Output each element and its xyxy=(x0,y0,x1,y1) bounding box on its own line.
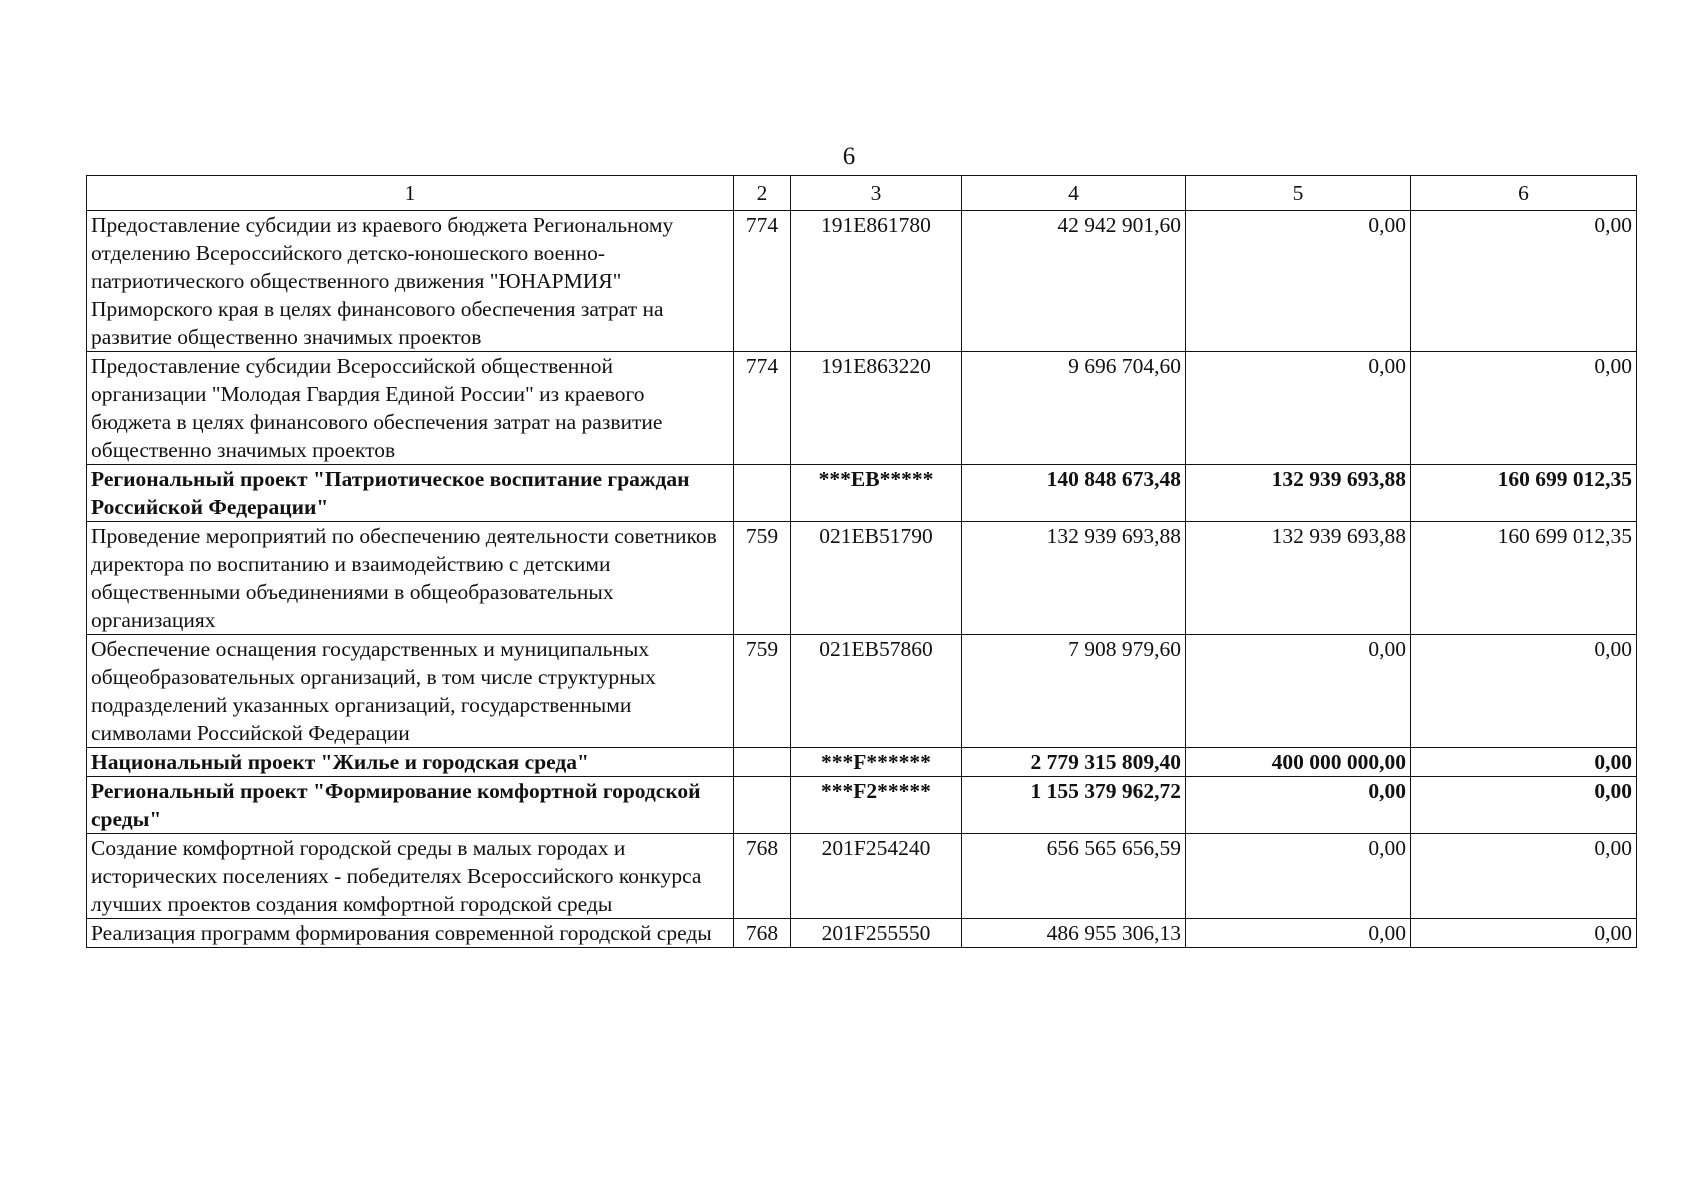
row-code xyxy=(734,748,791,777)
row-code: 759 xyxy=(734,522,791,635)
header-col-4: 4 xyxy=(962,176,1186,211)
row-name: Реализация программ формирования современной городской среды xyxy=(87,919,734,948)
row-value-4: 7 908 979,60 xyxy=(962,635,1186,748)
row-name: Региональный проект "Патриотическое воспитание граждан Российской Федерации" xyxy=(87,465,734,522)
row-code xyxy=(734,465,791,522)
header-col-5: 5 xyxy=(1186,176,1411,211)
row-value-6: 0,00 xyxy=(1411,635,1637,748)
row-value-6: 0,00 xyxy=(1411,748,1637,777)
row-code: 759 xyxy=(734,635,791,748)
row-csr: 191E861780 xyxy=(791,211,962,352)
row-value-4: 656 565 656,59 xyxy=(962,834,1186,919)
row-value-4: 140 848 673,48 xyxy=(962,465,1186,522)
row-name: Предоставление субсидии из краевого бюджета Региональному отделению Всероссийского детско-юношеского военно-патриотического общественного движения "ЮНАРМИЯ" Приморского края в целях финансового обеспечения затрат на развитие общественно значимых проектов xyxy=(87,211,734,352)
header-col-1: 1 xyxy=(87,176,734,211)
row-value-6: 160 699 012,35 xyxy=(1411,522,1637,635)
row-value-5: 400 000 000,00 xyxy=(1186,748,1411,777)
header-col-6: 6 xyxy=(1411,176,1637,211)
row-csr: ***EB***** xyxy=(791,465,962,522)
row-code xyxy=(734,777,791,834)
budget-table xyxy=(86,175,1637,948)
row-value-5: 0,00 xyxy=(1186,919,1411,948)
table-row-project xyxy=(87,465,1637,522)
row-code: 768 xyxy=(734,919,791,948)
table-row-project xyxy=(87,748,1637,777)
row-value-5: 0,00 xyxy=(1186,211,1411,352)
table-row xyxy=(87,635,1637,748)
row-value-6: 0,00 xyxy=(1411,834,1637,919)
row-value-5: 0,00 xyxy=(1186,635,1411,748)
table-row xyxy=(87,211,1637,352)
table-row xyxy=(87,834,1637,919)
row-value-6: 0,00 xyxy=(1411,919,1637,948)
table-row xyxy=(87,352,1637,465)
row-value-4: 1 155 379 962,72 xyxy=(962,777,1186,834)
row-value-5: 0,00 xyxy=(1186,777,1411,834)
row-value-4: 9 696 704,60 xyxy=(962,352,1186,465)
row-name: Создание комфортной городской среды в малых городах и исторических поселениях - победителях Всероссийского конкурса лучших проектов создания комфортной городской среды xyxy=(87,834,734,919)
row-code: 774 xyxy=(734,211,791,352)
row-value-5: 132 939 693,88 xyxy=(1186,465,1411,522)
table-row xyxy=(87,919,1637,948)
row-name: Предоставление субсидии Всероссийской общественной организации "Молодая Гвардия Единой России" из краевого бюджета в целях финансового обеспечения затрат на развитие общественно значимых проектов xyxy=(87,352,734,465)
row-csr: ***F2***** xyxy=(791,777,962,834)
row-csr: 021EB51790 xyxy=(791,522,962,635)
row-value-5: 0,00 xyxy=(1186,352,1411,465)
row-csr: 201F254240 xyxy=(791,834,962,919)
row-value-5: 132 939 693,88 xyxy=(1186,522,1411,635)
row-value-4: 2 779 315 809,40 xyxy=(962,748,1186,777)
row-csr: ***F****** xyxy=(791,748,962,777)
table-row xyxy=(87,522,1637,635)
row-name: Обеспечение оснащения государственных и муниципальных общеобразовательных организаций, в том числе структурных подразделений указанных организаций, государственными символами Российской Федерации xyxy=(87,635,734,748)
row-value-6: 0,00 xyxy=(1411,777,1637,834)
row-value-6: 160 699 012,35 xyxy=(1411,465,1637,522)
row-name: Региональный проект "Формирование комфортной городской среды" xyxy=(87,777,734,834)
table-row-project xyxy=(87,777,1637,834)
row-csr: 191E863220 xyxy=(791,352,962,465)
header-row xyxy=(87,176,1637,211)
row-value-5: 0,00 xyxy=(1186,834,1411,919)
row-code: 774 xyxy=(734,352,791,465)
row-code: 768 xyxy=(734,834,791,919)
row-value-4: 42 942 901,60 xyxy=(962,211,1186,352)
row-value-6: 0,00 xyxy=(1411,211,1637,352)
row-value-6: 0,00 xyxy=(1411,352,1637,465)
row-value-4: 486 955 306,13 xyxy=(962,919,1186,948)
row-value-4: 132 939 693,88 xyxy=(962,522,1186,635)
row-name: Проведение мероприятий по обеспечению деятельности советников директора по воспитанию и взаимодействию с детскими общественными объединениями в общеобразовательных организациях xyxy=(87,522,734,635)
header-col-2: 2 xyxy=(734,176,791,211)
row-csr: 201F255550 xyxy=(791,919,962,948)
row-csr: 021EB57860 xyxy=(791,635,962,748)
header-col-3: 3 xyxy=(791,176,962,211)
row-name: Национальный проект "Жилье и городская среда" xyxy=(87,748,734,777)
page-number: 6 xyxy=(842,143,856,170)
